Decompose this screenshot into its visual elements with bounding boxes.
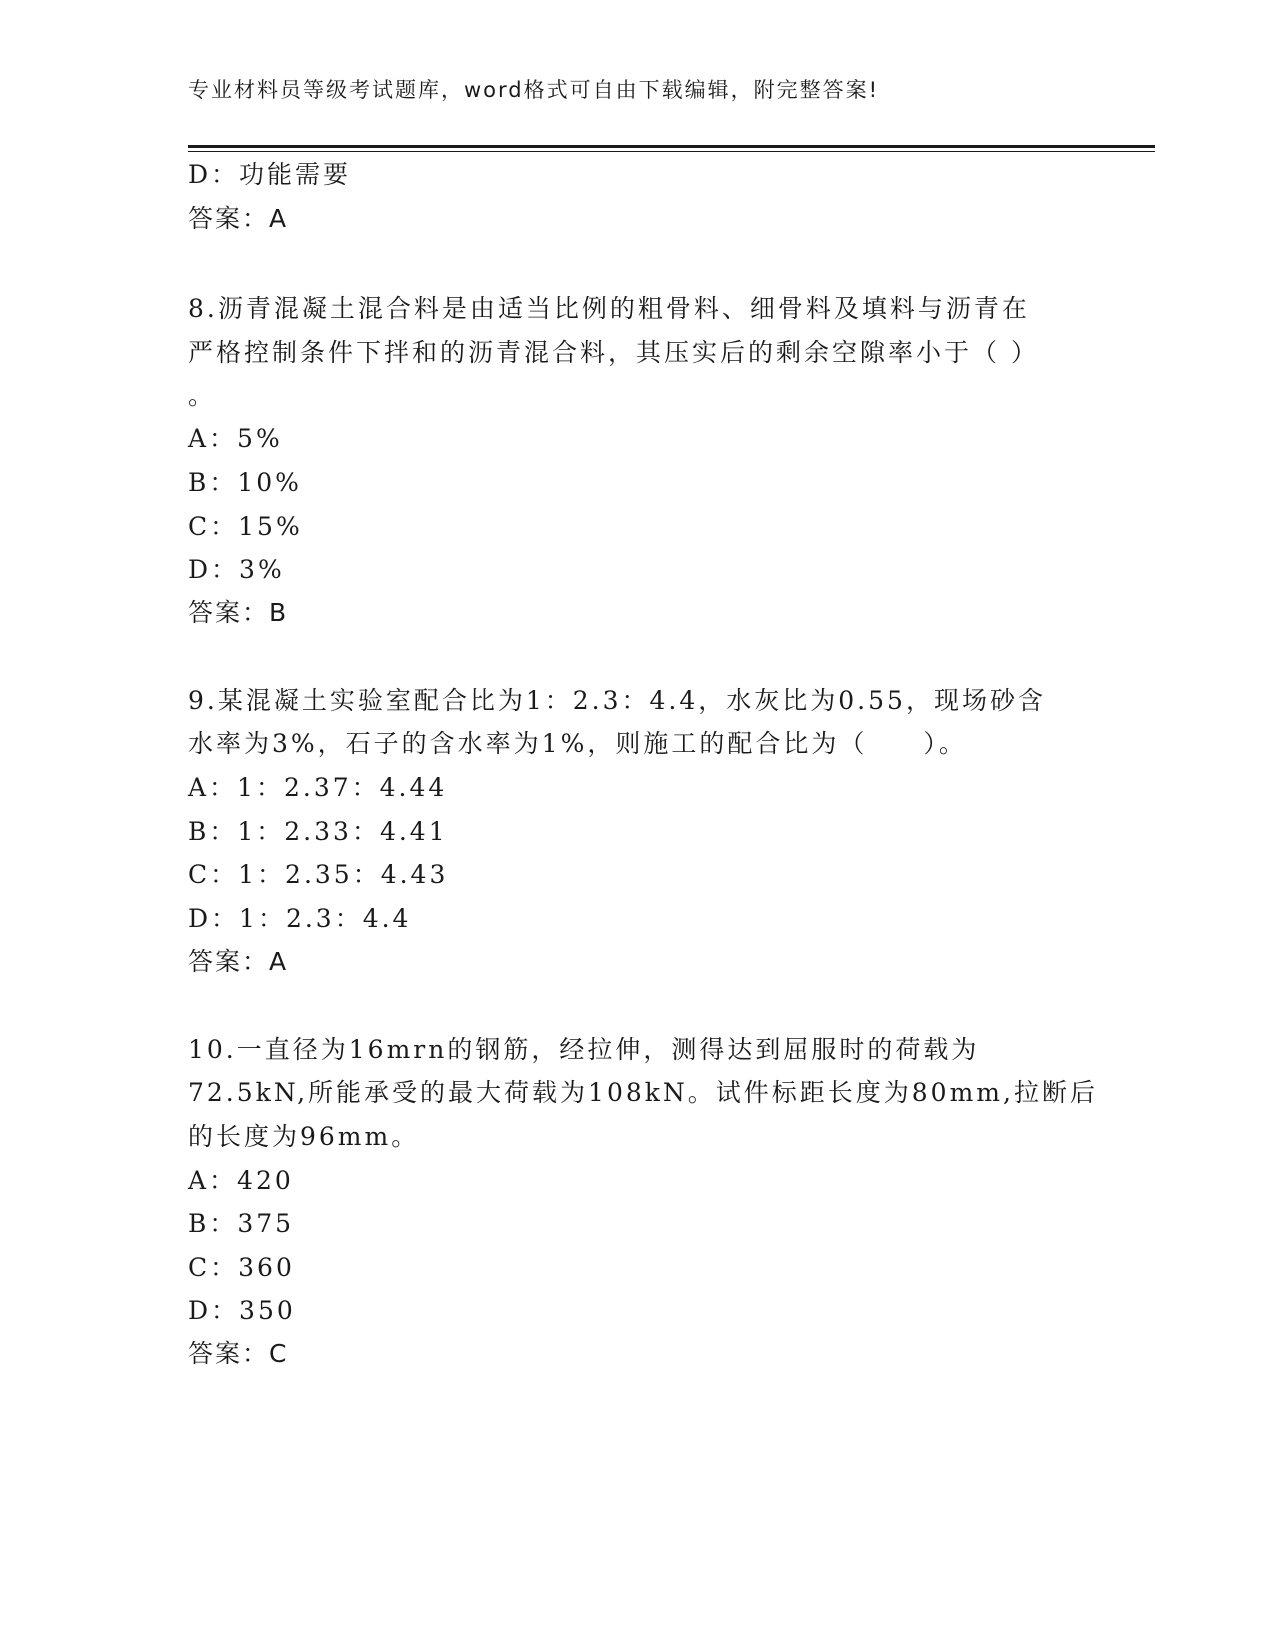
q10-option-c: C：360: [188, 1253, 295, 1282]
q9-answer: 答案：A: [188, 947, 289, 976]
q9-option-d: D：1：2.3：4.4: [188, 904, 412, 933]
q9-option-c: C：1：2.35：4.43: [188, 860, 449, 889]
prev-answer: 答案：A: [188, 204, 289, 233]
q9-line-2: 水率为3%，石子的含水率为1%，则施工的配合比为（ ）。: [188, 729, 967, 758]
q8-option-b: B：10%: [188, 468, 302, 497]
q8-answer: 答案：B: [188, 598, 289, 627]
q8-option-c: C：15%: [188, 512, 303, 541]
q8-line-2: 严格控制条件下拌和的沥青混合料，其压实后的剩余空隙率小于（ ）: [188, 338, 1039, 367]
header-rule: [188, 145, 1155, 148]
q10-line-1: 10.一直径为16mrn的钢筋，经拉伸，测得达到屈服时的荷载为: [188, 1035, 980, 1064]
q8-line-1: 8.沥青混凝土混合料是由适当比例的粗骨料、细骨料及填料与沥青在: [188, 294, 1030, 323]
header-rule-thin: [188, 151, 1155, 152]
q9-option-b: B：1：2.33：4.41: [188, 817, 448, 846]
page-header: 专业材料员等级考试题库，word格式可自由下载编辑，附完整答案!: [188, 78, 880, 102]
q9-option-a: A：1：2.37：4.44: [188, 773, 448, 802]
q8-option-d: D：3%: [188, 555, 285, 584]
q8-option-a: A：5%: [188, 424, 283, 453]
q10-option-d: D：350: [188, 1296, 296, 1325]
q10-answer: 答案：C: [188, 1339, 289, 1368]
q10-line-2: 72.5kN,所能承受的最大荷载为108kN。试件标距长度为80mm,拉断后: [188, 1078, 1098, 1107]
q8-line-3: 。: [188, 381, 217, 410]
prev-option-d: D：功能需要: [188, 160, 352, 189]
q10-option-b: B：375: [188, 1209, 295, 1238]
q10-line-3: 的长度为96mm。: [188, 1122, 420, 1151]
q9-line-1: 9.某混凝土实验室配合比为1：2.3：4.4，水灰比为0.55，现场砂含: [188, 686, 1046, 715]
q10-option-a: A：420: [188, 1166, 294, 1195]
